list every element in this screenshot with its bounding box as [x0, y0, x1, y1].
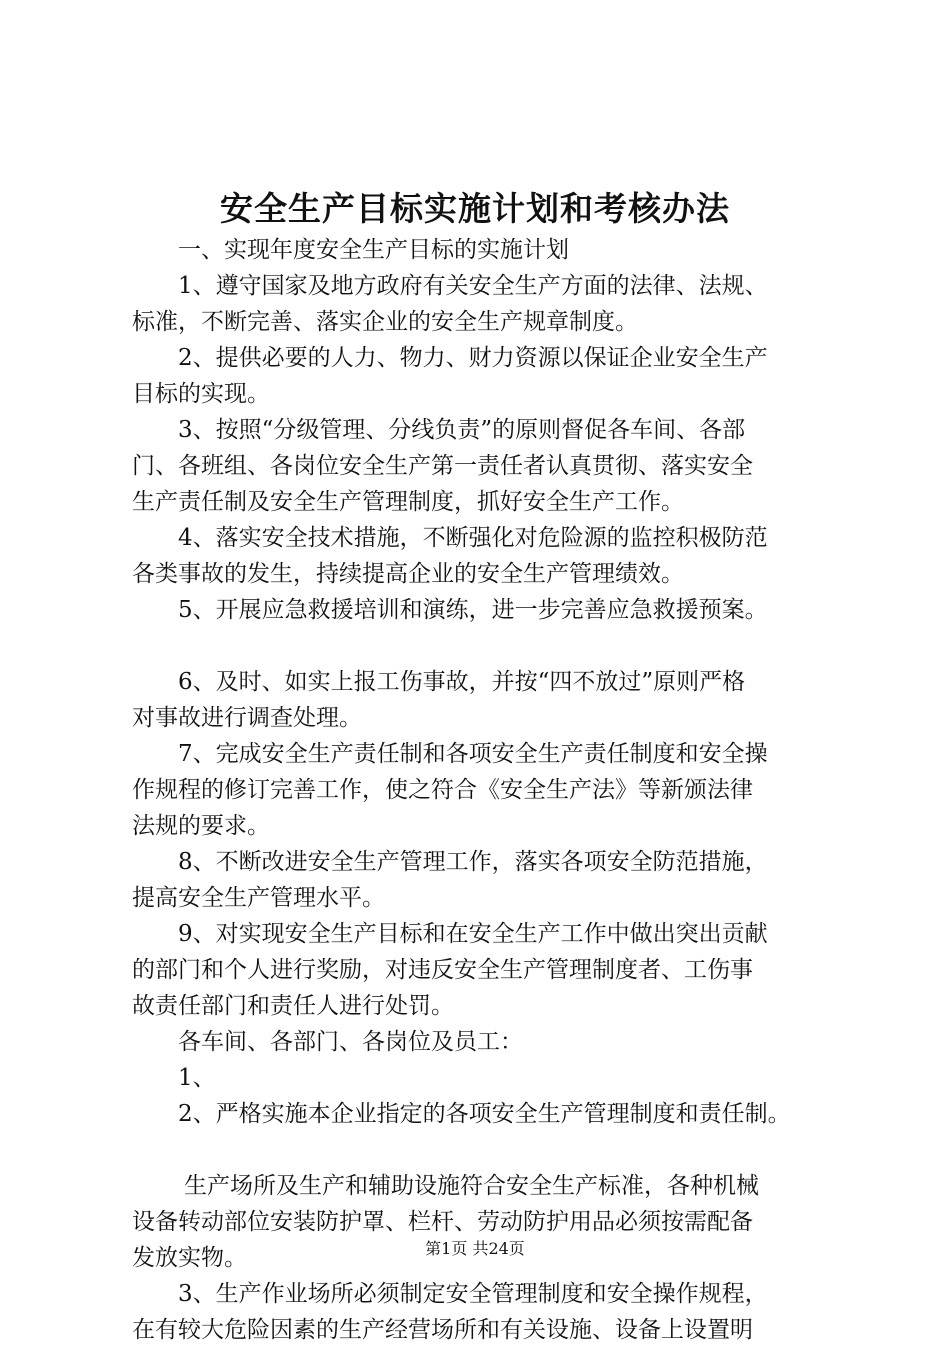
paragraph-line: 门、各班组、各岗位安全生产第一责任者认真贯彻、落实安全	[132, 453, 753, 479]
paragraph-line: 7、完成安全生产责任制和各项安全生产责任制度和安全操	[178, 741, 768, 767]
paragraph-line: 各类事故的发生，持续提高企业的安全生产管理绩效。	[132, 561, 684, 587]
paragraph-line: 4、落实安全技术措施，不断强化对危险源的监控积极防范	[178, 525, 768, 551]
paragraph-line: 2、严格实施本企业指定的各项安全生产管理制度和责任制。	[178, 1101, 791, 1127]
paragraph-line: 发放实物。	[132, 1245, 247, 1271]
paragraph-line: 的部门和个人进行奖励，对违反安全生产管理制度者、工伤事	[132, 957, 753, 983]
blank-line	[132, 1132, 832, 1168]
paragraph-line: 1、遵守国家及地方政府有关安全生产方面的法律、法规、	[178, 273, 768, 299]
paragraph-line: 目标的实现。	[132, 381, 270, 407]
paragraph-line: 6、及时、如实上报工伤事故，并按“四不放过”原则严格	[178, 669, 746, 695]
blank-line	[132, 628, 832, 664]
document-title: 安全生产目标实施计划和考核办法	[220, 189, 730, 228]
paragraph-line: 2、提供必要的人力、物力、财力资源以保证企业安全生产	[178, 345, 768, 371]
page-number-footer: 第1页 共24页	[425, 1239, 525, 1258]
section-heading: 一、实现年度安全生产目标的实施计划	[178, 237, 569, 263]
paragraph-line: 故责任部门和责任人进行处罚。	[132, 993, 454, 1019]
paragraph-line: 法规的要求。	[132, 813, 270, 839]
paragraph-line: 8、不断改进安全生产管理工作，落实各项安全防范措施，	[178, 849, 768, 875]
paragraph-line: 对事故进行调查处理。	[132, 705, 362, 731]
paragraph-line: 作规程的修订完善工作，使之符合《安全生产法》等新颁法律	[132, 777, 753, 803]
paragraph-line: 设备转动部位安装防护罩、栏杆、劳动防护用品必须按需配备	[132, 1209, 753, 1235]
paragraph-line: 在有较大危险因素的生产经营场所和有关设施、设备上设置明	[132, 1317, 753, 1343]
paragraph-line: 3、按照“分级管理、分线负责”的原则督促各车间、各部	[178, 417, 746, 443]
paragraph-line: 1、	[178, 1065, 216, 1091]
paragraph-line: 生产责任制及安全生产管理制度，抓好安全生产工作。	[132, 489, 684, 515]
paragraph-line: 标准，不断完善、落实企业的安全生产规章制度。	[132, 309, 638, 335]
paragraph-line: 3、生产作业场所必须制定安全管理制度和安全操作规程，	[178, 1281, 768, 1307]
paragraph-line: 5、开展应急救援培训和演练，进一步完善应急救援预案。	[178, 597, 768, 623]
document-body	[132, 232, 832, 1348]
paragraph-line: 各车间、各部门、各岗位及员工：	[178, 1029, 523, 1055]
paragraph-line: 提高安全生产管理水平。	[132, 885, 385, 911]
paragraph-line: 9、对实现安全生产目标和在安全生产工作中做出突出贡献	[178, 921, 768, 947]
paragraph-line: 生产场所及生产和辅助设施符合安全生产标准，各种机械	[184, 1173, 759, 1199]
